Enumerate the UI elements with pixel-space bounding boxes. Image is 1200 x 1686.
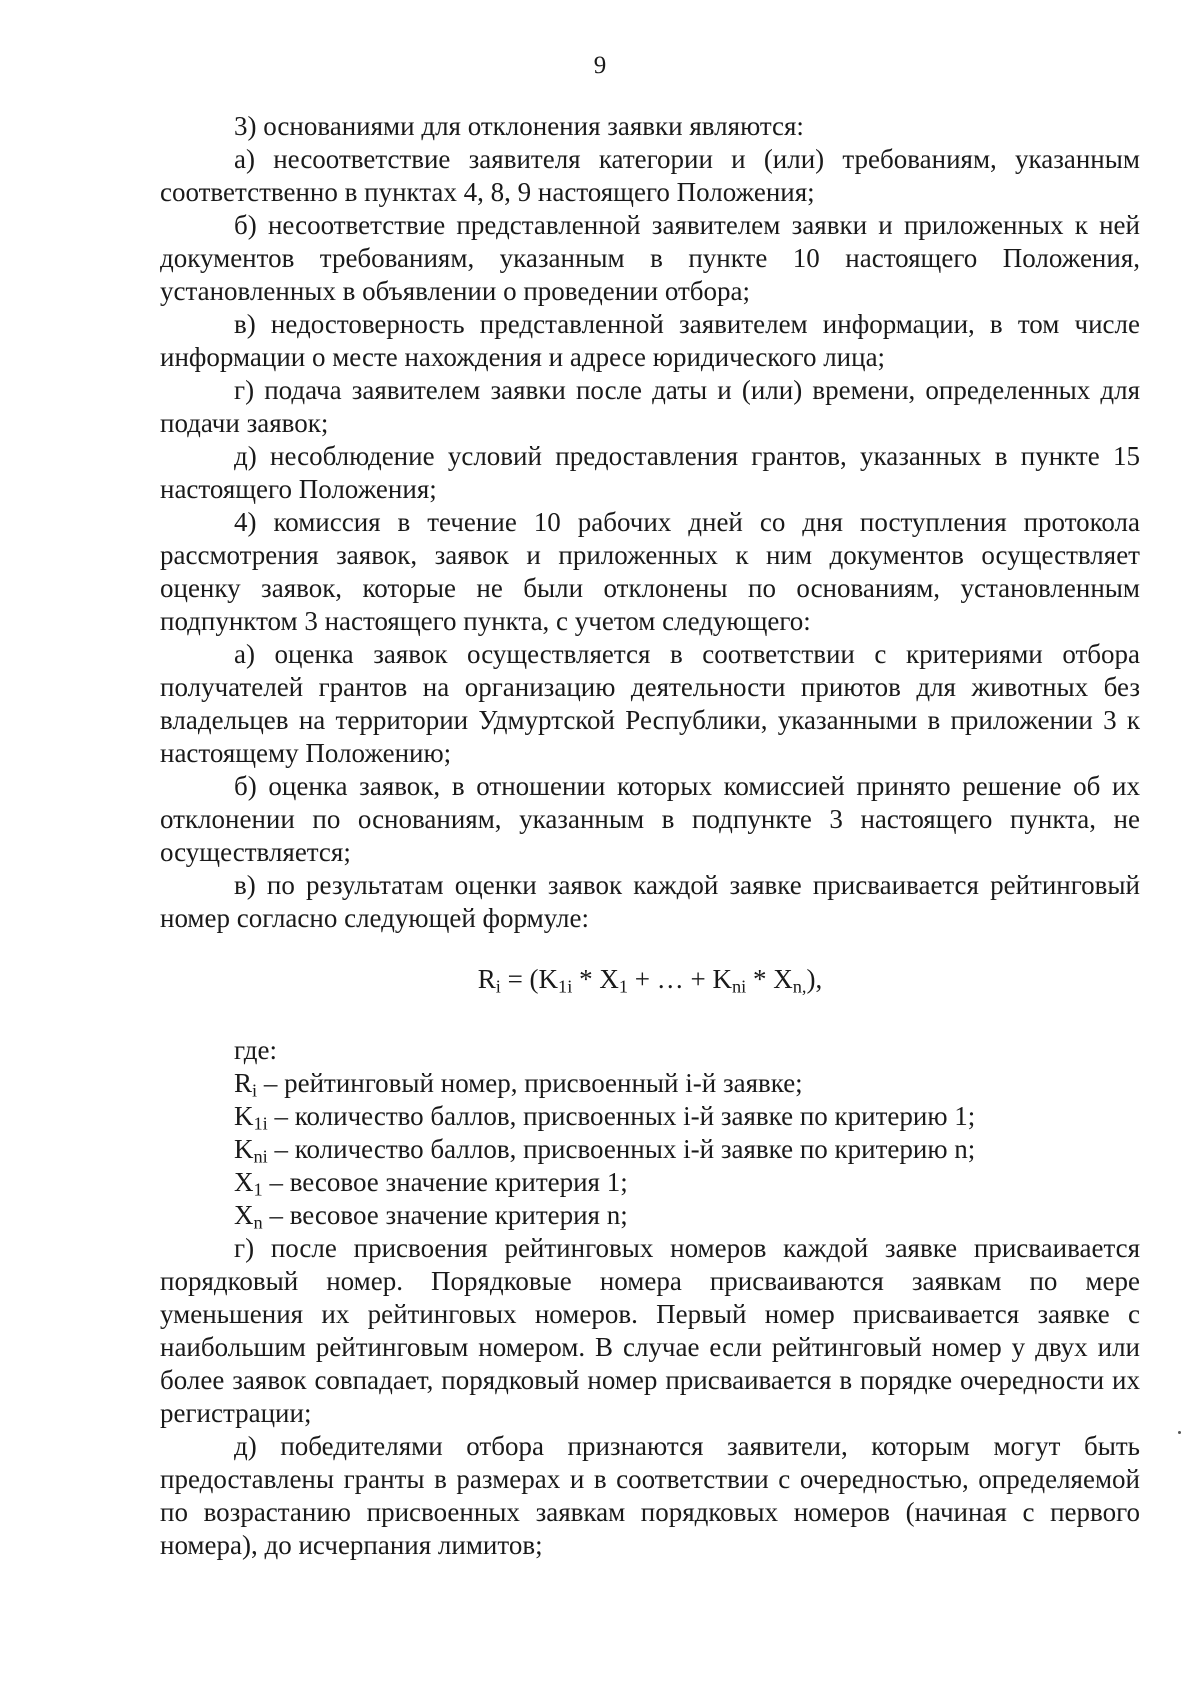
formula-definitions	[160, 1034, 1140, 1232]
page-number: 9	[593, 52, 607, 79]
paragraph-evaluation-v: в) по результатам оценки заявок каждой заявке присваивается рейтинговый номер согласно следующей формуле:	[160, 870, 1140, 933]
where-label: где:	[234, 1035, 277, 1065]
definition-k1i: $K_{1i}$ – количество баллов, присвоенных i-й заявке по критерию 1;	[234, 1101, 976, 1134]
paragraph-evaluation-b: б) оценка заявок, в отношении которых комиссией принято решение об их отклонении по основаниям, указанным в подпункте 3 настоящего пункта, не осуществляется;	[160, 771, 1140, 867]
formula-close: ),	[806, 964, 823, 994]
definition-ri: $R_i$ – рейтинговый номер, присвоенный i-й заявке;	[234, 1068, 803, 1101]
formula-r: R	[477, 964, 496, 994]
paragraph-evaluation-a: а) оценка заявок осуществляется в соответствии с критериями отбора получателей грантов на организацию деятельности приютов для животных без владельцев на территории Удмуртской Республики, указанными в приложении 3 к настоящему Положению;	[160, 639, 1140, 768]
rating-formula	[160, 963, 1140, 996]
formula-eq-open: = (K	[500, 964, 559, 994]
paragraph-item-d: д) несоблюдение условий предоставления грантов, указанных в пункте 15 настоящего Положения;	[160, 441, 1140, 504]
formula-mid: + … + K	[628, 964, 732, 994]
definition-kni: $K_{ni}$ – количество баллов, присвоенных i-й заявке по критерию n;	[234, 1134, 976, 1167]
definition-x1: $X_1$ – весовое значение критерия 1;	[234, 1167, 628, 1200]
paragraph-item-a: а) несоответствие заявителя категории и (или) требованиям, указанным соответственно в пунктах 4, 8, 9 настоящего Положения;	[160, 144, 1140, 207]
scan-speck	[1178, 1431, 1181, 1434]
document-body	[160, 110, 1140, 1562]
paragraph-grounds-for-rejection: 3) основаниями для отклонения заявки являются:	[234, 111, 804, 141]
paragraph-commission-evaluation: 4) комиссия в течение 10 рабочих дней со дня поступления протокола рассмотрения заявок, заявок и приложенных к ним документов осуществляет оценку заявок, которые не были отклонены по основаниям, установленным подпунктом 3 настоящего пункта, с учетом следующего:	[160, 507, 1140, 636]
formula-mul1: * X	[572, 964, 619, 994]
paragraph-winners: д) победителями отбора признаются заявители, которым могут быть предоставлены гранты в размерах и в соответствии с очередностью, определяемой по возрастанию присвоенных заявкам порядковых номеров (начиная с первого номера), до исчерпания лимитов;	[160, 1431, 1140, 1560]
paragraph-item-g: г) подача заявителем заявки после даты и (или) времени, определенных для подачи заявок;	[160, 375, 1140, 438]
definition-xn: $X_n$ – весовое значение критерия n;	[234, 1200, 628, 1233]
formula-r-sub: i	[495, 976, 501, 997]
formula-xn-sub: n,	[792, 976, 807, 997]
paragraph-ordinal-numbers: г) после присвоения рейтинговых номеров каждой заявке присваивается порядковый номер. Порядковые номера присваиваются заявкам по мере уменьшения их рейтинговых номеров. Первый номер присваивается заявке с наибольшим рейтинговым номером. В случае если рейтинговый номер у двух или более заявок совпадает, порядковый номер присваивается в порядке очередности их регистрации;	[160, 1233, 1140, 1428]
formula-k1-sub: 1i	[558, 976, 573, 997]
formula-x1-sub: 1	[618, 976, 629, 997]
paragraph-item-b: б) несоответствие представленной заявителем заявки и приложенных к ней документов требованиям, указанным в пункте 10 настоящего Положения, установленных в объявлении о проведении отбора;	[160, 210, 1140, 306]
formula-mul2: * X	[746, 964, 793, 994]
paragraph-item-v: в) недостоверность представленной заявителем информации, в том числе информации о месте нахождения и адресе юридического лица;	[160, 309, 1140, 372]
formula-kn-sub: ni	[731, 976, 747, 997]
